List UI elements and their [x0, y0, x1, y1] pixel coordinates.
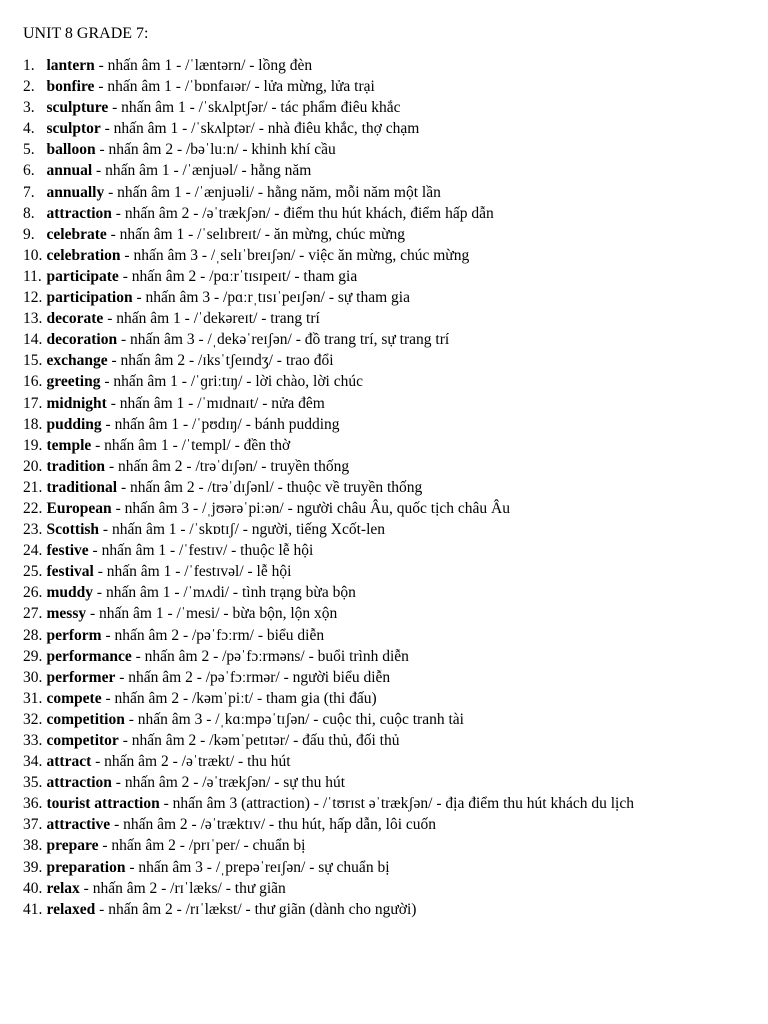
item-entry	[47, 730, 400, 751]
list-item	[23, 287, 768, 308]
list-item	[23, 730, 768, 751]
vocab-details: - nhấn âm 1 - /ˈpʊdɪŋ/ - bánh pudding	[101, 415, 340, 433]
list-item	[23, 709, 768, 730]
item-entry	[47, 435, 291, 456]
vocab-details: - nhấn âm 2 - /rɪˈlæks/ - thư giãn	[79, 879, 286, 897]
vocab-word: attract	[46, 753, 92, 771]
item-number: 19.	[23, 436, 43, 454]
item-number: 32.	[23, 710, 43, 728]
list-item	[23, 688, 768, 709]
vocab-details: - nhấn âm 1 - /ˈmesi/ - bừa bộn, lộn xộn	[86, 605, 338, 623]
item-entry	[47, 835, 306, 856]
item-number: 3.	[23, 99, 35, 117]
vocab-details: - nhấn âm 3 - /ˌdekəˈreɪʃən/ - đồ trang trí, sự trang trí	[117, 331, 450, 349]
vocab-word: celebrate	[46, 225, 107, 243]
vocab-word: preparation	[46, 858, 126, 876]
list-item	[23, 772, 768, 793]
vocab-details: - nhấn âm 2 - /trəˈdɪʃən/ - truyền thống	[105, 457, 350, 475]
item-entry	[47, 55, 313, 76]
item-entry	[47, 772, 346, 793]
list-item	[23, 55, 768, 76]
item-entry	[47, 160, 312, 181]
vocab-word: attraction	[46, 774, 112, 792]
item-number: 40.	[23, 879, 43, 897]
list-item	[23, 203, 768, 224]
item-entry	[47, 118, 420, 139]
item-entry	[47, 561, 292, 582]
vocab-details: - nhấn âm 3 - /ˌprepəˈreɪʃən/ - sự chuẩn bị	[125, 858, 390, 876]
item-number: 20.	[23, 457, 43, 475]
vocab-word: decorate	[46, 310, 104, 328]
item-number: 30.	[23, 668, 43, 686]
item-entry	[47, 899, 417, 920]
vocab-details: - nhấn âm 1 - /ˈlæntərn/ - lồng đèn	[94, 57, 313, 74]
item-entry	[47, 793, 634, 814]
vocab-details: - nhấn âm 2 - /pɑːrˈtɪsɪpeɪt/ - tham gia	[118, 267, 358, 285]
item-entry	[47, 709, 464, 730]
vocab-details: - nhấn âm 2 - /kəmˈpiːt/ - tham gia (thi đấu)	[101, 689, 377, 707]
vocab-details: - nhấn âm 1 - /ˈænjuəl/ - hằng năm	[92, 162, 312, 180]
vocab-details: - nhấn âm 1 - /ˈdekəreɪt/ - trang trí	[103, 310, 320, 328]
list-item	[23, 667, 768, 688]
vocab-details: - nhấn âm 3 - /ˌjʊərəˈpiːən/ - người châu Âu, quốc tịch châu Âu	[111, 499, 510, 517]
item-number: 12.	[23, 289, 43, 307]
vocab-word: tourist attraction	[46, 795, 160, 813]
item-number: 4.	[23, 120, 35, 138]
vocab-details: - nhấn âm 2 - /əˈtrækʃən/ - điểm thu hút khách, điểm hấp dẫn	[111, 204, 494, 222]
item-entry	[47, 371, 363, 392]
list-item	[23, 435, 768, 456]
item-number: 10.	[23, 246, 43, 264]
item-entry	[47, 329, 450, 350]
vocab-word: attractive	[46, 816, 111, 834]
item-number: 22.	[23, 499, 43, 517]
list-item	[23, 245, 768, 266]
item-entry	[47, 477, 423, 498]
item-number: 18.	[23, 415, 43, 433]
item-number: 11.	[23, 267, 42, 285]
item-number: 27.	[23, 605, 43, 623]
item-entry	[47, 540, 314, 561]
item-entry	[47, 76, 375, 97]
item-entry	[47, 878, 286, 899]
list-item	[23, 751, 768, 772]
item-number: 14.	[23, 331, 43, 349]
list-item	[23, 393, 768, 414]
vocab-details: - nhấn âm 1 - /ˈɡriːtɪŋ/ - lời chào, lời chúc	[100, 373, 363, 391]
item-number: 2.	[23, 78, 35, 96]
list-item	[23, 561, 768, 582]
vocab-details: - nhấn âm 1 - /ˈænjuəli/ - hằng năm, mỗi năm một lần	[104, 183, 441, 201]
item-number: 5.	[23, 141, 35, 159]
vocab-details: - nhấn âm 2 - /prɪˈper/ - chuẩn bị	[98, 837, 306, 855]
vocab-details: - nhấn âm 1 - /ˈskɒtɪʃ/ - người, tiếng Xcốt-len	[99, 521, 386, 539]
list-item	[23, 97, 768, 118]
item-number: 25.	[23, 563, 43, 581]
vocab-details: - nhấn âm 2 - /bəˈluːn/ - khinh khí cầu	[95, 141, 336, 159]
vocab-word: festive	[46, 542, 89, 560]
item-number: 23.	[23, 521, 43, 539]
item-entry	[47, 203, 494, 224]
item-number: 24.	[23, 542, 43, 560]
item-number: 6.	[23, 162, 35, 180]
vocab-word: competitor	[46, 732, 119, 749]
vocab-details: - nhấn âm 3 - /pɑːrˌtɪsɪˈpeɪʃən/ - sự tham gia	[132, 289, 410, 307]
item-entry	[47, 414, 340, 435]
item-entry	[47, 814, 437, 835]
list-item	[23, 793, 768, 814]
item-entry	[47, 182, 441, 203]
vocab-details: - nhấn âm 2 - /əˈtræktɪv/ - thu hút, hấp dẫn, lôi cuốn	[110, 816, 437, 834]
vocab-details: - nhấn âm 1 - /ˈbɒnfaɪər/ - lửa mừng, lửa trại	[94, 78, 375, 96]
list-item	[23, 477, 768, 498]
item-number: 8.	[23, 204, 35, 222]
item-entry	[47, 245, 470, 266]
vocab-details: - nhấn âm 2 - /trəˈdɪʃənl/ - thuộc về truyền thống	[117, 478, 423, 496]
item-entry	[47, 308, 320, 329]
vocab-details: - nhấn âm 2 - /pəˈfɔːrm/ - biểu diễn	[101, 626, 325, 644]
vocab-details: - nhấn âm 1 - /ˈskʌlptər/ - nhà điêu khắc, thợ chạm	[100, 120, 420, 138]
item-entry	[47, 625, 325, 646]
item-entry	[47, 751, 291, 772]
vocab-word: attraction	[46, 204, 112, 222]
vocab-word: annually	[46, 183, 105, 201]
vocab-details: - nhấn âm 3 - /ˌkɑːmpəˈtɪʃən/ - cuộc thi, cuộc tranh tài	[124, 710, 464, 728]
list-item	[23, 625, 768, 646]
vocab-word: prepare	[46, 837, 99, 855]
vocab-details: - nhấn âm 1 - /ˈmɪdnaɪt/ - nửa đêm	[106, 394, 325, 412]
vocab-details: - nhấn âm 1 - /ˈtempl/ - đền thờ	[91, 436, 291, 454]
item-number: 31.	[23, 689, 43, 707]
document-title: UNIT 8 GRADE 7:	[23, 25, 149, 42]
vocab-word: greeting	[46, 373, 101, 391]
vocab-word: messy	[46, 605, 87, 623]
vocab-word: balloon	[46, 141, 96, 159]
list-item	[23, 308, 768, 329]
item-number: 7.	[23, 183, 35, 201]
list-item	[23, 857, 768, 878]
vocab-details: - nhấn âm 2 - /rɪˈlækst/ - thư giãn (dành cho người)	[95, 900, 417, 918]
item-entry	[47, 646, 409, 667]
vocab-word: performer	[46, 668, 116, 686]
vocab-word: competition	[46, 710, 125, 728]
item-number: 34.	[23, 753, 43, 771]
vocab-details: - nhấn âm 2 - /ɪksˈtʃeɪndʒ/ - trao đổi	[107, 352, 334, 370]
list-item	[23, 350, 768, 371]
item-entry	[47, 350, 334, 371]
vocab-word: muddy	[46, 584, 94, 602]
item-entry	[47, 393, 325, 414]
vocab-details: - nhấn âm 1 - /ˈskʌlptʃər/ - tác phẩm điêu khắc	[108, 99, 401, 117]
vocab-details: - nhấn âm 3 (attraction) - /ˈtʊrɪst əˈtrækʃən/ - địa điểm thu hút khách du lịch	[159, 795, 634, 813]
list-item	[23, 835, 768, 856]
list-item	[23, 814, 768, 835]
list-item	[23, 582, 768, 603]
list-item	[23, 456, 768, 477]
list-item	[23, 899, 768, 920]
vocab-word: compete	[46, 689, 102, 707]
item-number: 17.	[23, 394, 43, 412]
item-number: 38.	[23, 837, 43, 855]
vocab-word: exchange	[46, 352, 108, 370]
item-number: 21.	[23, 478, 43, 496]
list-item	[23, 329, 768, 350]
vocab-details: - nhấn âm 2 - /əˈtrækt/ - thu hút	[91, 753, 291, 771]
list-item	[23, 414, 768, 435]
list-item	[23, 878, 768, 899]
vocab-word: performance	[46, 647, 132, 665]
list-item	[23, 498, 768, 519]
vocab-word: perform	[46, 626, 102, 644]
item-number: 15.	[23, 352, 43, 370]
item-number: 13.	[23, 310, 43, 328]
vocab-word: decoration	[46, 331, 118, 349]
list-item	[23, 160, 768, 181]
item-number: 37.	[23, 816, 43, 834]
item-entry	[47, 519, 386, 540]
vocab-word: festival	[46, 563, 94, 581]
item-entry	[47, 498, 510, 519]
item-entry	[47, 97, 401, 118]
item-number: 9.	[23, 225, 35, 243]
vocab-word: sculpture	[46, 99, 109, 117]
vocab-details: - nhấn âm 1 - /ˈfestɪvəl/ - lễ hội	[93, 563, 292, 581]
list-item	[23, 540, 768, 561]
vocab-word: Scottish	[46, 521, 100, 539]
item-entry	[47, 582, 356, 603]
item-number: 16.	[23, 373, 43, 391]
list-item	[23, 371, 768, 392]
vocab-details: - nhấn âm 2 - /pəˈfɔːrməns/ - buổi trình diễn	[131, 647, 409, 665]
item-number: 39.	[23, 858, 43, 876]
vocab-details: - nhấn âm 2 - /əˈtrækʃən/ - sự thu hút	[111, 774, 346, 792]
item-entry	[47, 456, 350, 477]
vocab-details: - nhấn âm 2 - /pəˈfɔːrmər/ - người biểu diễn	[115, 668, 391, 686]
list-item	[23, 266, 768, 287]
list-item	[23, 139, 768, 160]
vocab-word: midnight	[46, 394, 107, 412]
item-number: 36.	[23, 795, 43, 813]
vocab-details: - nhấn âm 1 - /ˈselɪbreɪt/ - ăn mừng, chúc mừng	[106, 225, 406, 243]
item-number: 1.	[23, 57, 35, 74]
vocab-word: bonfire	[46, 78, 95, 96]
vocab-word: participation	[46, 289, 133, 307]
list-item	[23, 646, 768, 667]
vocab-word: celebration	[46, 246, 121, 264]
vocab-details: - nhấn âm 1 - /ˈmʌdi/ - tình trạng bừa bộn	[93, 584, 356, 602]
vocab-word: relaxed	[46, 900, 96, 918]
item-entry	[47, 688, 377, 709]
list-item	[23, 76, 768, 97]
list-item	[23, 603, 768, 624]
vocab-word: tradition	[46, 457, 106, 475]
item-number: 28.	[23, 626, 43, 644]
vocab-details: - nhấn âm 3 - /ˌselɪˈbreɪʃən/ - việc ăn mừng, chúc mừng	[120, 246, 470, 264]
item-entry	[47, 287, 410, 308]
list-item	[23, 519, 768, 540]
vocab-word: lantern	[46, 57, 95, 74]
item-number: 26.	[23, 584, 43, 602]
item-entry	[47, 857, 390, 878]
list-item	[23, 118, 768, 139]
item-number: 29.	[23, 647, 43, 665]
item-entry	[47, 139, 336, 160]
item-number: 33.	[23, 732, 43, 749]
item-entry	[47, 266, 358, 287]
list-item	[23, 182, 768, 203]
vocab-word: relax	[46, 879, 80, 897]
item-number: 35.	[23, 774, 43, 792]
list-item	[23, 224, 768, 245]
item-entry	[47, 224, 406, 245]
vocab-word: European	[46, 499, 112, 517]
item-entry	[47, 603, 338, 624]
item-entry	[47, 667, 391, 688]
item-number: 41.	[23, 900, 43, 918]
vocabulary-list	[23, 55, 768, 920]
vocab-details: - nhấn âm 1 - /ˈfestɪv/ - thuộc lễ hội	[88, 542, 314, 560]
vocab-word: traditional	[46, 478, 118, 496]
vocab-word: temple	[46, 436, 92, 454]
vocab-word: sculptor	[46, 120, 101, 138]
vocab-details: - nhấn âm 2 - /kəmˈpetɪtər/ - đấu thủ, đối thủ	[118, 732, 400, 749]
vocab-word: participate	[46, 267, 119, 285]
vocab-word: pudding	[46, 415, 102, 433]
vocab-word: annual	[46, 162, 93, 180]
